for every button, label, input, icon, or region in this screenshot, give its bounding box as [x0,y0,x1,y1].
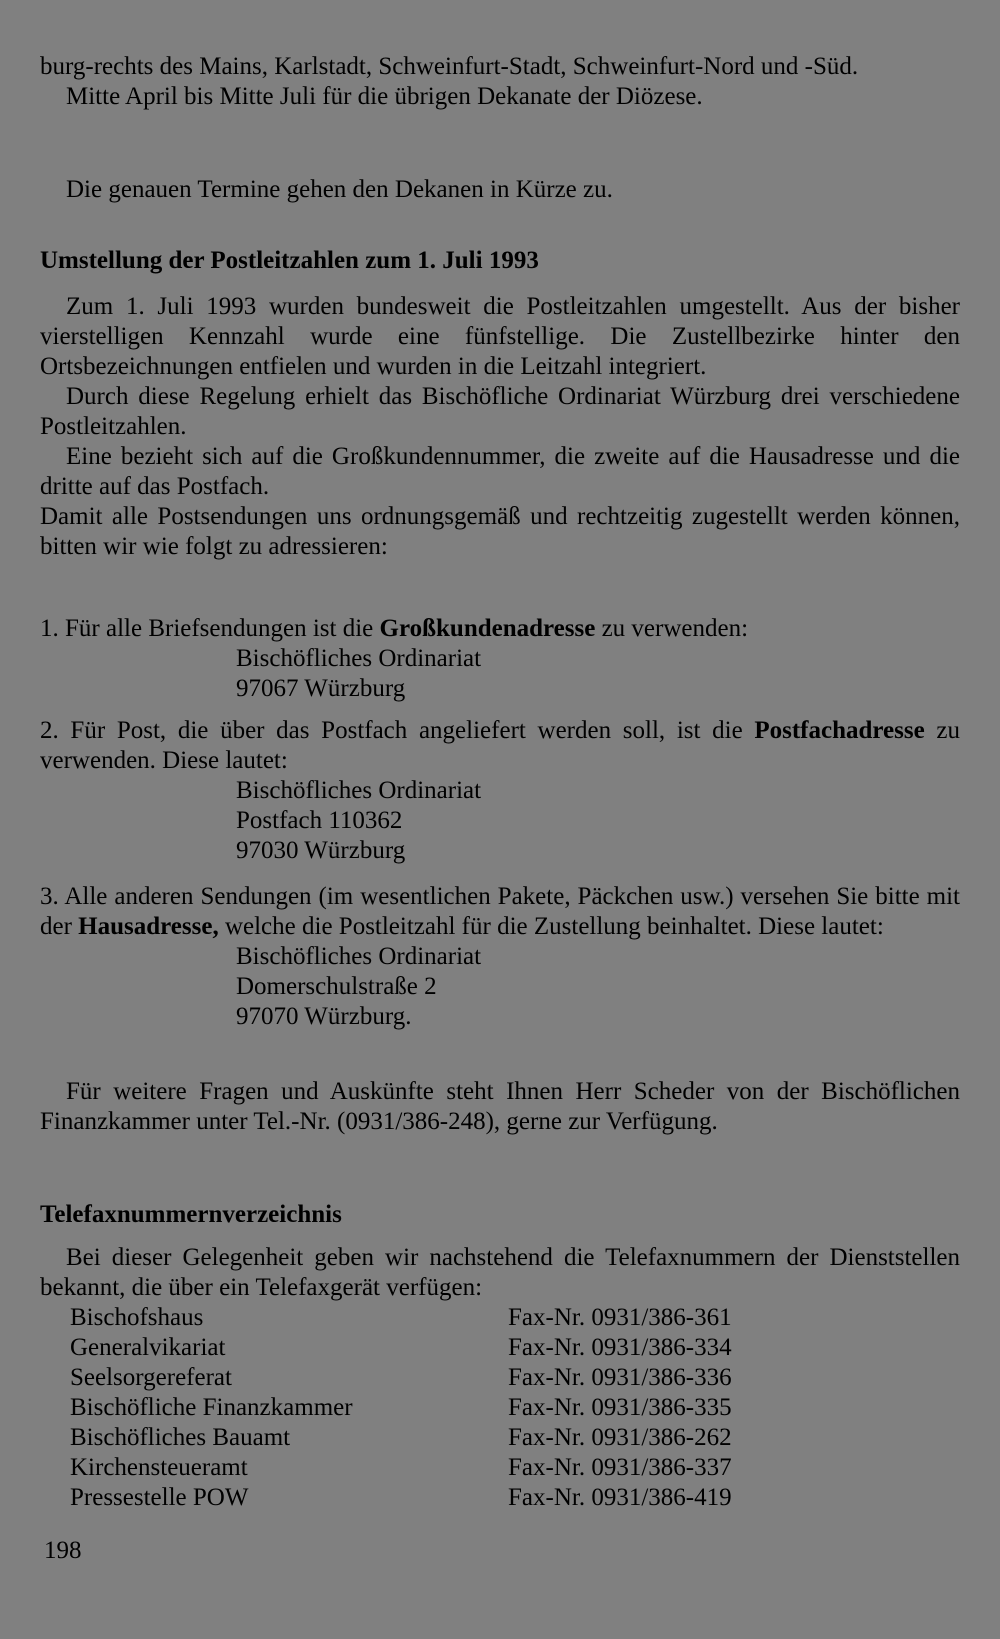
address-line: 97030 Würzburg [236,837,406,864]
fax-row [40,1483,960,1513]
fax-number: Fax-Nr. 0931/386-336 [508,1364,732,1391]
fax-table [40,1303,960,1513]
address-line: Postfach 110362 [236,807,403,834]
plz-heading: Umstellung der Postleitzahlen zum 1. Juli 1993 [40,247,539,274]
fax-office-name: Bischöfliches Bauamt [70,1424,291,1451]
fax-office-name: Pressestelle POW [70,1484,249,1511]
fax-office-name: Bischofshaus [70,1304,204,1331]
plz-paragraph-3: Eine bezieht sich auf die Großkundennummer, die zweite auf die Hausadresse und die dritte auf das Postfach. [40,443,960,500]
fax-row [40,1303,960,1333]
address-line: 97067 Würzburg [236,675,406,702]
fax-number: Fax-Nr. 0931/386-335 [508,1394,732,1421]
item-3-pre: 3. Alle anderen Sendungen (im wesentlichen Pakete, Päckchen usw.) versehen Sie bitte mit der [40,883,960,940]
item-3-post: welche die Postleitzahl für die Zustellung beinhaltet. Diese lautet: [218,913,884,940]
item-1-bold: Großkundenadresse [379,615,596,642]
fax-row [40,1393,960,1423]
plz-heading-block [40,246,960,276]
page-number: 198 [44,1537,82,1564]
fax-heading-block [40,1200,960,1230]
address-item-1 [40,614,960,704]
plz-paragraph-2: Durch diese Regelung erhielt das Bischöfliche Ordinariat Würzburg drei verschiedene Postleitzahlen. [40,383,960,440]
address-2 [40,776,960,866]
intro-line-3: Die genauen Termine gehen den Dekanen in Kürze zu. [66,176,613,203]
fax-number: Fax-Nr. 0931/386-262 [508,1424,732,1451]
item-2-pre: 2. Für Post, die über das Postfach angeliefert werden soll, ist die [40,717,755,744]
address-line: Bischöfliches Ordinariat [236,943,482,970]
fax-intro: Bei dieser Gelegenheit geben wir nachstehend die Telefaxnummern der Dienststellen bekannt, die über ein Telefaxgerät verfügen: [40,1244,960,1301]
address-item-3 [40,882,960,1032]
fax-row [40,1333,960,1363]
intro-note [40,175,960,205]
fax-heading: Telefaxnummernverzeichnis [40,1201,342,1228]
fax-row [40,1453,960,1483]
fax-office-name: Bischöfliche Finanzkammer [70,1394,353,1421]
item-1-post: zu verwenden: [595,615,749,642]
fax-office-name: Kirchensteueramt [70,1454,248,1481]
address-item-2 [40,716,960,866]
address-line: Domerschulstraße 2 [236,973,437,1000]
intro-line-2: Mitte April bis Mitte Juli für die übrigen Dekanate der Diözese. [66,83,703,110]
closing-paragraph: Für weitere Fragen und Auskünfte steht Ihnen Herr Scheder von der Bischöflichen Finanzkammer unter Tel.-Nr. (0931/386-248), gerne zur Verfügung. [40,1078,960,1135]
fax-row [40,1363,960,1393]
closing-block [40,1077,960,1137]
intro-line-1: burg-rechts des Mains, Karlstadt, Schweinfurt-Stadt, Schweinfurt-Nord und -Süd. [40,53,859,80]
item-1-pre: 1. Für alle Briefsendungen ist die [40,615,380,642]
address-1 [40,644,960,704]
address-line: Bischöfliches Ordinariat [236,777,482,804]
fax-office-name: Generalvikariat [70,1334,226,1361]
item-2-bold: Postfachadresse [754,717,925,744]
plz-body [40,292,960,562]
fax-body [40,1243,960,1513]
fax-number: Fax-Nr. 0931/386-337 [508,1454,732,1481]
fax-number: Fax-Nr. 0931/386-361 [508,1304,732,1331]
fax-number: Fax-Nr. 0931/386-419 [508,1484,732,1511]
address-item-1-text [40,614,960,644]
item-3-bold: Hausadresse, [78,913,219,940]
fax-number: Fax-Nr. 0931/386-334 [508,1334,732,1361]
fax-office-name: Seelsorgereferat [70,1364,232,1391]
address-3 [40,942,960,1032]
address-item-3-text [40,882,960,942]
address-line: 97070 Würzburg. [236,1003,412,1030]
address-line: Bischöfliches Ordinariat [236,645,482,672]
plz-paragraph-4: Damit alle Postsendungen uns ordnungsgemäß und rechtzeitig zugestellt werden können, bitten wir wie folgt zu adressieren: [40,503,960,560]
plz-paragraph-1: Zum 1. Juli 1993 wurden bundesweit die Postleitzahlen umgestellt. Aus der bisher vierstelligen Kennzahl wurde eine fünfstellige. Die Zustellbezirke hinter den Ortsbezeichnungen entfielen und wurden in die Leitzahl integriert. [40,293,960,380]
fax-row [40,1423,960,1453]
item-2-post: zu verwenden. Diese lautet: [40,717,960,774]
intro-block [40,52,960,112]
address-item-2-text [40,716,960,776]
